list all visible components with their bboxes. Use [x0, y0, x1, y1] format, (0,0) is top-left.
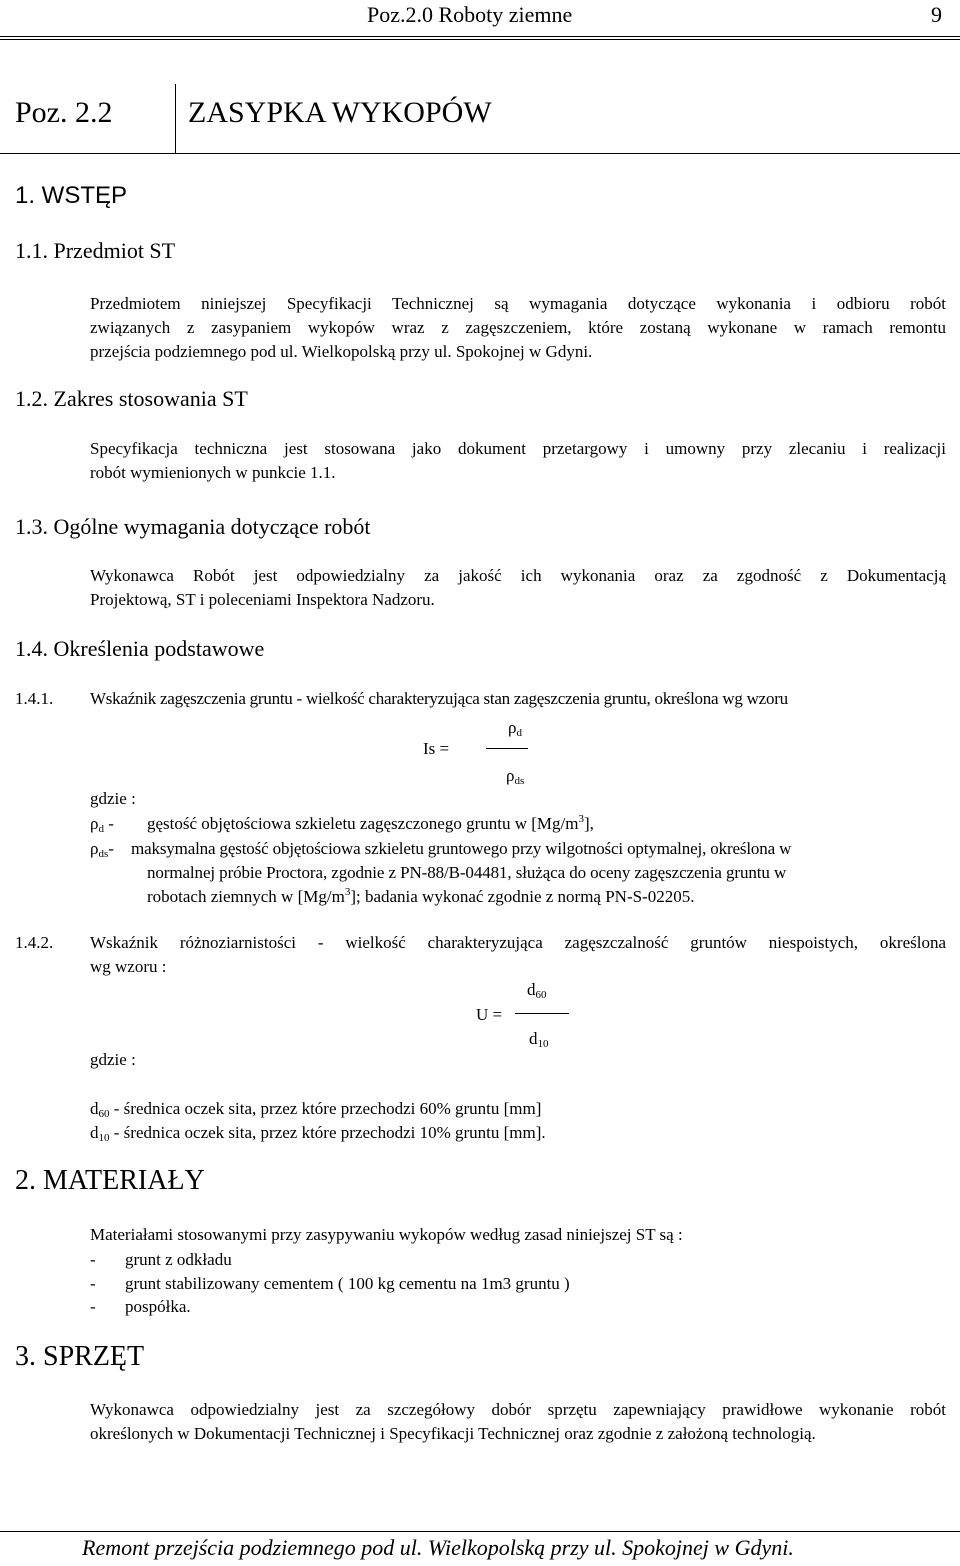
position-title: ZASYPKA WYKOPÓW [188, 96, 492, 129]
section-1-3-line-1: Wykonawca Robót jest odpowiedzialny za jakość ich wykonania oraz za zgodność z Dokumentacją [90, 566, 946, 585]
definition-1-4-1-text: Wskaźnik zagęszczenia gruntu - wielkość charakteryzująca stan zagęszczenia gruntu, określona wg wzoru [90, 689, 788, 708]
section-1-2-line-2: robót wymienionych w punkcie 1.1. [90, 463, 336, 482]
section-1-3-line-2: Projektową, ST i poleceniami Inspektora Nadzoru. [90, 590, 435, 609]
section-3-line-1: Wykonawca odpowiedzialny jest za szczegółowy dobór sprzętu zapewniający prawidłowe wykonanie robót [90, 1400, 946, 1419]
section-1-4-heading: 1.4. Określenia podstawowe [15, 636, 265, 661]
section-2-item-3-dash: - [90, 1297, 96, 1316]
section-1-heading: 1. WSTĘP [15, 182, 128, 209]
definition-1-4-1-number: 1.4.1. [15, 689, 54, 708]
section-2-item-1-dash: - [90, 1250, 96, 1269]
formula-is-denominator: $\rho_{ds}$ [506, 766, 525, 787]
section-2-item-3: pospółka. [125, 1297, 191, 1316]
footer-text: Remont przejścia podziemnego pod ul. Wielkopolską przy ul. Spokojnej w Gdyni. [82, 1535, 794, 1560]
header-rule [0, 36, 960, 37]
section-1-1-line-2: związanych z zasypaniem wykopów wraz z zagęszczeniem, które zostaną wykonane w ramach remontu [90, 318, 946, 337]
position-number: Poz. 2.2 [15, 96, 113, 129]
section-1-1-line-3: przejścia podziemnego pod ul. Wielkopolską przy ul. Spokojnej w Gdyni. [90, 342, 593, 361]
position-divider [175, 84, 176, 154]
definition-rho-d-text: gęstość objętościowa szkieletu zagęszczonego gruntu w $[Mg/m^3]$, [147, 813, 594, 833]
formula-u-fraction-bar [515, 1013, 569, 1014]
section-1-1-line-1: Przedmiotem niniejszej Specyfikacji Technicznej są wymagania dotyczące wykonania i odbioru robót [90, 294, 946, 313]
formula-u-lhs: U = [476, 1005, 503, 1024]
header-rule-2 [0, 39, 960, 40]
definition-1-4-2-number: 1.4.2. [15, 933, 54, 952]
section-1-1-heading: 1.1. Przedmiot ST [15, 238, 176, 263]
formula-u-denominator: $d_{10}$ [529, 1029, 549, 1050]
section-2-intro: Materiałami stosowanymi przy zasypywaniu wykopów według zasad niniejszej ST są : [90, 1225, 683, 1244]
section-3-line-2: określonych w Dokumentacji Technicznej i Specyfikacji Technicznej oraz zgodnie z założoną technologią. [90, 1424, 816, 1443]
section-3-heading: 3. SPRZĘT [15, 1341, 145, 1372]
formula-is-fraction-bar [486, 748, 528, 749]
definition-rho-ds-line-3: robotach ziemnych w $[Mg/m^3]$; badania wykonać zgodnie z normą PN-S-02205. [147, 886, 695, 906]
definition-1-4-2-line-1: Wskaźnik różnoziarnistości - wielkość charakteryzująca zagęszczalność gruntów niespoistych, określona [90, 933, 946, 952]
section-1-2-line-1: Specyfikacja techniczna jest stosowana jako dokument przetargowy i umowny przy zlecaniu i realizacji [90, 439, 946, 458]
footer-rule [0, 1531, 960, 1532]
definition-rho-ds-line-2: normalnej próbie Proctora, zgodnie z PN-88/B-04481, służąca do oceny zagęszczenia gruntu w [147, 863, 787, 882]
definition-rho-d-symbol: $\rho_d$ - [90, 814, 114, 835]
section-1-3-heading: 1.3. Ogólne wymagania dotyczące robót [15, 514, 371, 539]
section-1-2-heading: 1.2. Zakres stosowania ST [15, 386, 248, 411]
definition-rho-ds-line-1: maksymalna gęstość objętościowa szkieletu gruntowego przy wilgotności optymalnej, określona w [131, 839, 792, 858]
running-header-title: Poz.2.0 Roboty ziemne [367, 2, 573, 27]
position-underline [0, 153, 960, 154]
definition-1-4-1-where: gdzie : [90, 789, 136, 808]
formula-is-numerator: $\rho_d$ [508, 718, 522, 739]
section-2-item-2-dash: - [90, 1274, 96, 1293]
section-2-item-1: grunt z odkładu [125, 1250, 232, 1269]
definition-1-4-2-where: gdzie : [90, 1050, 136, 1069]
formula-u-numerator: $d_{60}$ [527, 980, 547, 1001]
definition-1-4-2-line-2: wg wzoru : [90, 957, 167, 976]
definition-rho-ds-symbol: $\rho_{ds}-$ [90, 839, 114, 860]
page-number: 9 [931, 2, 942, 27]
formula-is-lhs: Is = [423, 739, 450, 758]
definition-d10: $d_{10}$ - średnica oczek sita, przez które przechodzi 10% gruntu [mm]. [90, 1123, 546, 1144]
section-2-item-2: grunt stabilizowany cementem ( 100 kg cementu na 1m3 gruntu ) [125, 1274, 570, 1293]
definition-d60: $d_{60}$ - średnica oczek sita, przez które przechodzi 60% gruntu [mm] [90, 1099, 542, 1120]
section-2-heading: 2. MATERIAŁY [15, 1165, 205, 1196]
